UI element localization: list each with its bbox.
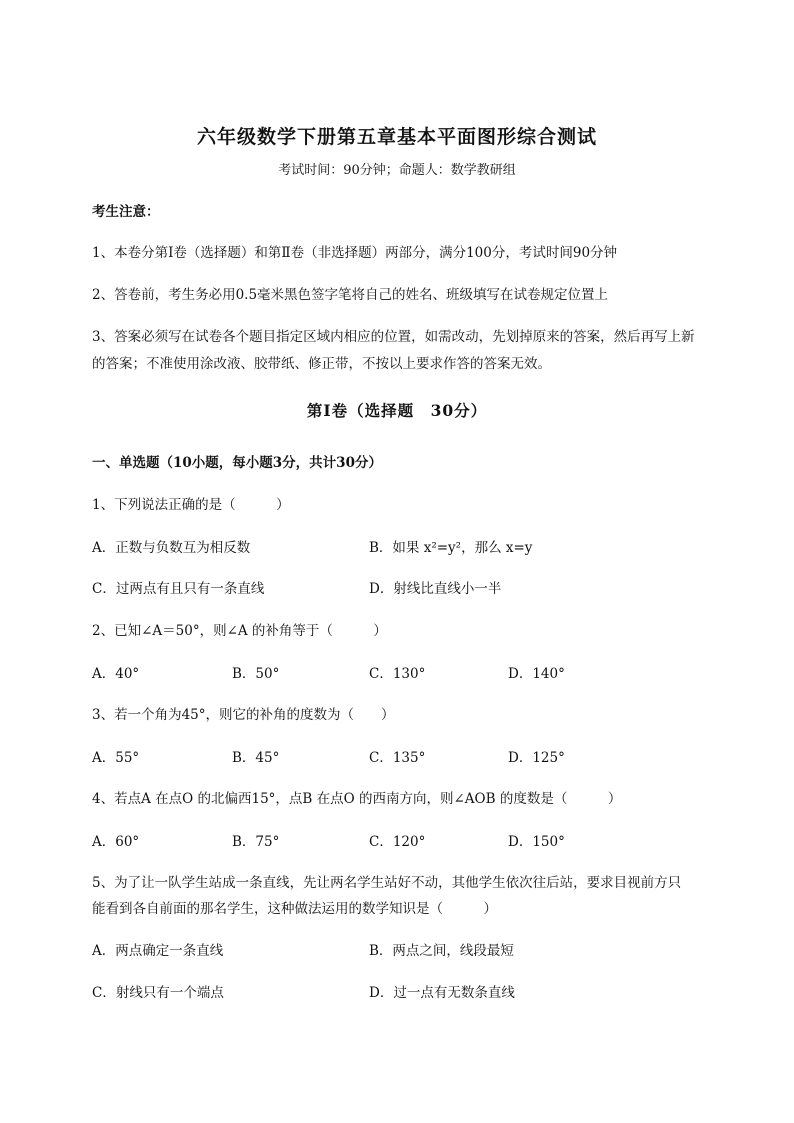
question-option: A．60° — [92, 834, 140, 850]
question-stem: 能看到各自前面的那名学生，这种做法运用的数学知识是（ ） — [92, 901, 497, 917]
question-option: A．两点确定一条直线 — [92, 943, 224, 959]
question-option: C．135° — [369, 750, 426, 766]
question-option: C．130° — [369, 666, 426, 682]
exam-title: 六年级数学下册第五章基本平面图形综合测试 — [196, 126, 597, 148]
exam-subtitle: 考试时间：90分钟；命题人：数学教研组 — [278, 163, 516, 178]
part-title: 第Ⅰ卷（选择题 30分） — [306, 401, 488, 420]
notice-item: 3、答案必须写在试卷各个题目指定区域内相应的位置，如需改动，先划掉原来的答案，然后再写上新 — [92, 329, 695, 345]
section-heading: 一、单选题（10小题，每小题3分，共计30分） — [92, 455, 382, 471]
question-option: B．50° — [232, 666, 280, 682]
question-option: D．140° — [508, 666, 565, 682]
question-option: B．75° — [232, 834, 280, 850]
question-option: C．120° — [369, 834, 426, 850]
question-option: B．两点之间，线段最短 — [369, 943, 514, 959]
notice-item: 2、答卷前，考生务必用0.5毫米黑色签字笔将自己的姓名、班级填写在试卷规定位置上 — [92, 287, 609, 303]
question-option: A．55° — [92, 750, 140, 766]
question-option: A．40° — [92, 666, 140, 682]
question-option: A．正数与负数互为相反数 — [92, 540, 251, 556]
notice-heading: 考生注意： — [92, 204, 160, 220]
notice-item: 1、本卷分第Ⅰ卷（选择题）和第Ⅱ卷（非选择题）两部分，满分100分，考试时间90分钟 — [92, 245, 618, 261]
question-stem: 1、下列说法正确的是（ ） — [92, 497, 290, 513]
question-option: C．过两点有且只有一条直线 — [92, 581, 265, 597]
question-option: D．过一点有无数条直线 — [369, 985, 515, 1001]
question-stem: 5、为了让一队学生站成一条直线，先让两名学生站好不动，其他学生依次往后站，要求目视前方只 — [92, 875, 682, 891]
question-option: D．射线比直线小一半 — [369, 581, 502, 597]
question-stem: 4、若点A 在点O 的北偏西15°，点B 在点O 的西南方向，则∠AOB 的度数是（ ） — [92, 791, 622, 807]
question-option: B．45° — [232, 750, 280, 766]
question-option: D．150° — [508, 834, 565, 850]
question-option: B．如果 x²=y²，那么 x=y — [369, 540, 533, 556]
question-option: D．125° — [508, 750, 565, 766]
question-stem: 3、若一个角为45°，则它的补角的度数为（ ） — [92, 707, 395, 723]
question-stem: 2、已知∠A＝50°，则∠A 的补角等于（ ） — [92, 623, 387, 639]
notice-item: 的答案；不准使用涂改液、胶带纸、修正带，不按以上要求作答的答案无效。 — [92, 356, 551, 372]
question-option: C．射线只有一个端点 — [92, 985, 224, 1001]
